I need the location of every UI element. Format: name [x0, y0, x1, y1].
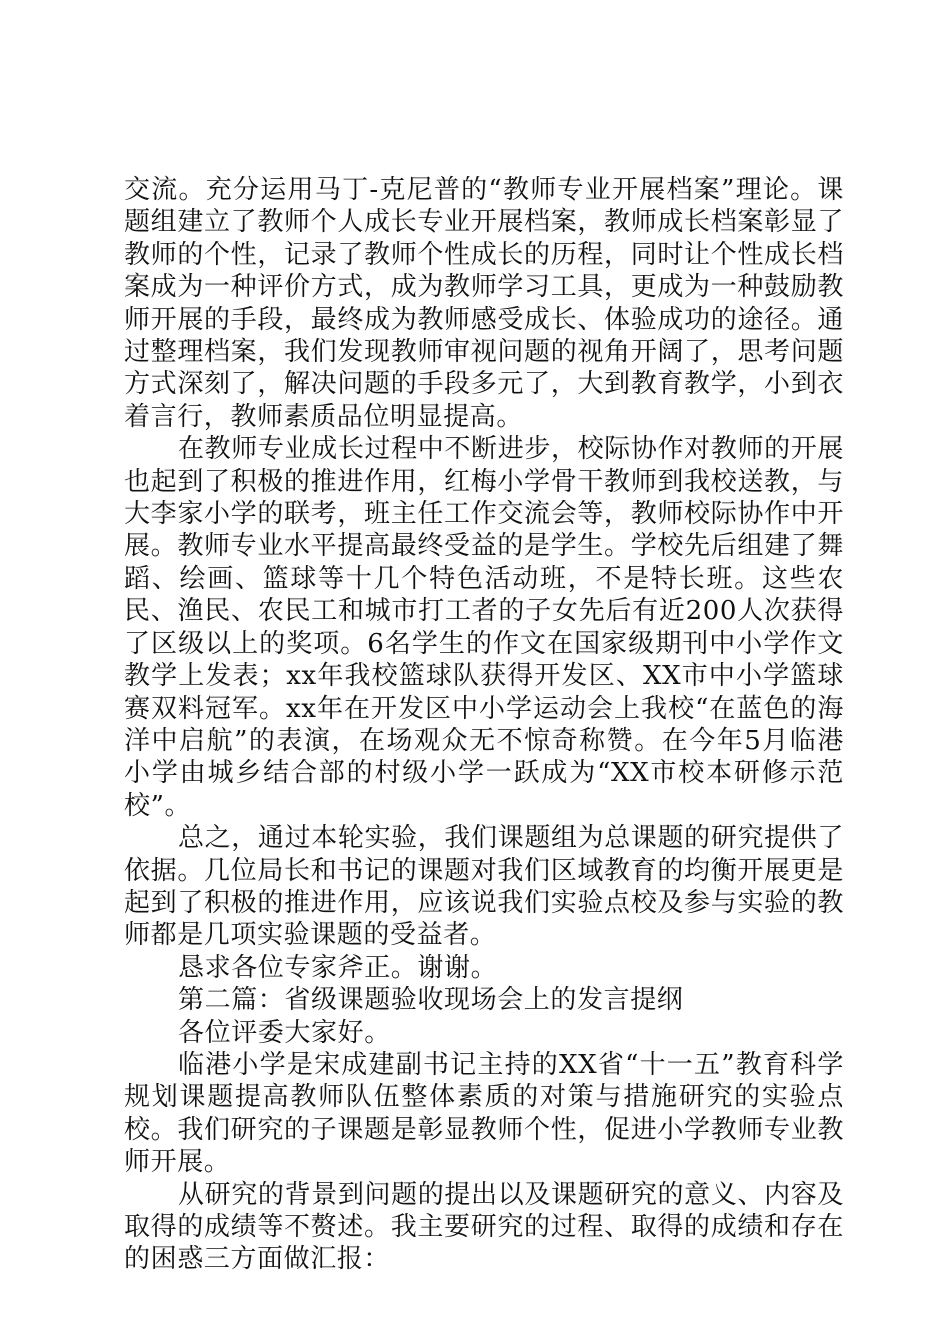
- paragraph-school-introduction: 临港小学是宋成建副书记主持的XX省“十一五”教育科学规划课题提高教师队伍整体素质的对策与措施研究的实验点校。我们研究的子课题是彰显教师个性，促进小学教师专业教师开展。: [124, 1049, 844, 1178]
- paragraph-greeting: 各位评委大家好。: [178, 1017, 391, 1048]
- paragraph-archive-continuation: 交流。充分运用马丁-克尼普的“教师专业开展档案”理论。课题组建立了教师个人成长专业开展档案，教师成长档案彰显了教师的个性，记录了教师个性成长的历程，同时让个性成长档案成为一种评价方式，成为教师学习工具，更成为一种鼓励教师开展的手段，最终成为教师感受成长、体验成功的途径。通过整理档案，我们发现教师审视问题的视角开阔了，思考问题方式深刻了，解决问题的手段多元了，大到教育教学，小到衣着言行，教师素质品位明显提高。: [124, 175, 844, 432]
- paragraph-report-outline: 从研究的背景到问题的提出以及课题研究的意义、内容及取得的成绩等不赘述。我主要研究的过程、取得的成绩和存在的困惑三方面做汇报：: [124, 1179, 844, 1275]
- document-body: [124, 174, 844, 1276]
- paragraph-closing-thanks: 恳求各位专家斧正。谢谢。: [178, 952, 498, 983]
- paragraph-conclusion: 总之，通过本轮实验，我们课题组为总课题的研究提供了依据。几位局长和书记的课题对我们区域教育的均衡开展更是起到了积极的推进作用，应该说我们实验点校及参与实验的教师都是几项实验课题的受益者。: [124, 823, 844, 951]
- section-heading-part-two: 第二篇：省级课题验收现场会上的发言提纲: [178, 985, 684, 1016]
- paragraph-school-collaboration: 在教师专业成长过程中不断进步，校际协作对教师的开展也起到了积极的推进作用，红梅小学骨干教师到我校送教，与大李家小学的联考，班主任工作交流会等，教师校际协作中开展。教师专业水平提高最终受益的是学生。学校先后组建了舞蹈、绘画、篮球等十几个特色活动班，不是特长班。这些农民、渔民、农民工和城市打工者的子女先后有近200人次获得了区级以上的奖项。6名学生的作文在国家级期刊中小学作文教学上发表；xx年我校篮球队获得开发区、XX市中小学篮球赛双料冠军。xx年在开发区中小学运动会上我校“在蓝色的海洋中启航”的表演，在场观众无不惊奇称赞。在今年5月临港小学由城乡结合部的村级小学一跃成为“XX市校本研修示范校”。: [124, 434, 844, 821]
